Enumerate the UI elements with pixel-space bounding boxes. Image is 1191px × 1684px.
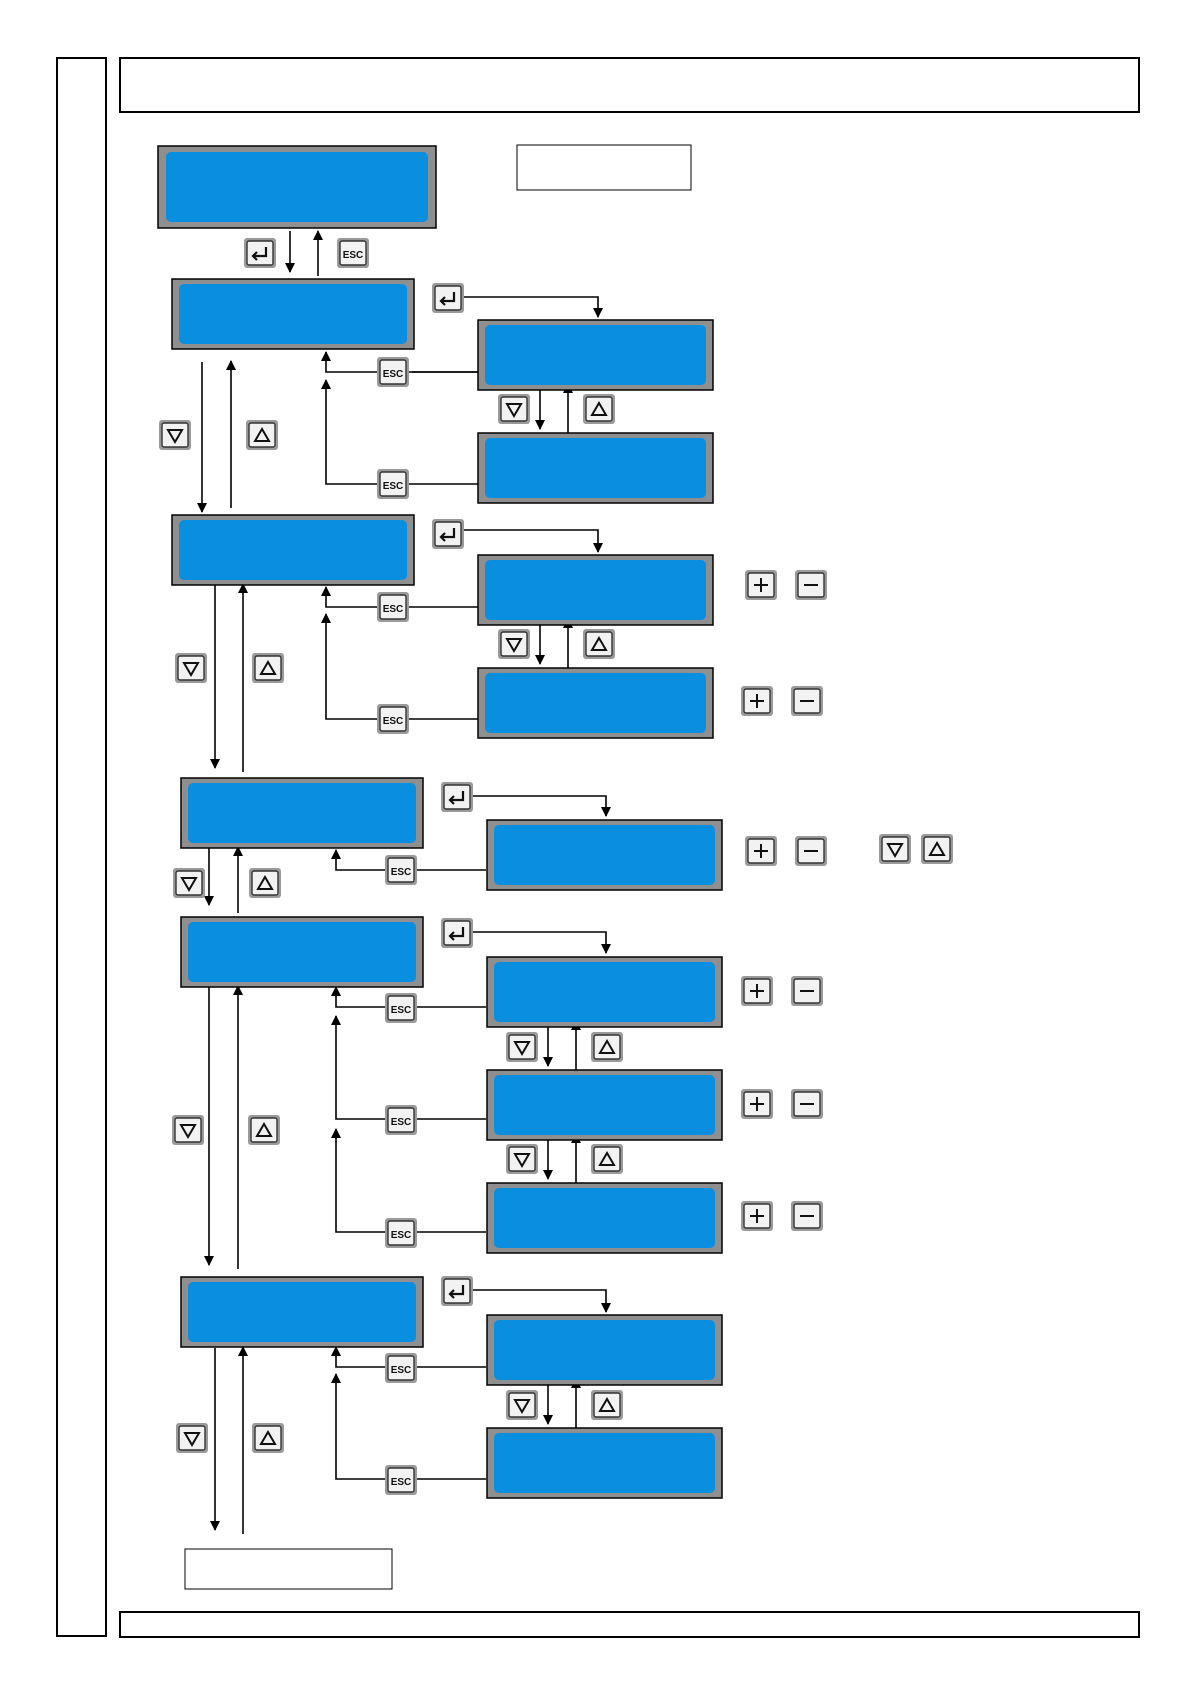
- down-key-icon: [498, 394, 530, 424]
- enter-key-icon: [441, 1276, 473, 1306]
- up-key-icon: [246, 420, 278, 450]
- minus-key-icon: [791, 976, 823, 1006]
- plus-key-icon: [741, 1201, 773, 1231]
- lcd-level5-sub1: [487, 1315, 722, 1385]
- plus-key-icon: [745, 570, 777, 600]
- down-key-icon: [159, 420, 191, 450]
- svg-text:ESC: ESC: [390, 1005, 412, 1016]
- lcd-level4-sub3: [487, 1183, 722, 1253]
- down-key-icon: [879, 834, 911, 864]
- lcd-level1-main: [172, 279, 414, 349]
- lcd-level4-main: [181, 917, 423, 987]
- lcd-level5-main: [181, 1277, 423, 1347]
- lcd-level1-sub2: [478, 433, 713, 503]
- esc-key-icon: [385, 993, 417, 1023]
- lcd-level5-sub2: [487, 1428, 722, 1498]
- svg-text:ESC: ESC: [390, 867, 412, 878]
- up-key-icon: [583, 394, 615, 424]
- esc-key-icon: [377, 592, 409, 622]
- minus-key-icon: [791, 1089, 823, 1119]
- lcd-level4-sub1: [487, 957, 722, 1027]
- enter-key-icon: [432, 519, 464, 549]
- left-margin-bar: [57, 58, 106, 1636]
- lcd-level2-sub2: [478, 668, 713, 738]
- esc-key-icon: [377, 357, 409, 387]
- lcd-level1-sub1: [478, 320, 713, 390]
- enter-key-icon: [441, 918, 473, 948]
- header-box: [120, 58, 1139, 112]
- up-key-icon: [248, 1115, 280, 1145]
- esc-key-icon: [385, 1218, 417, 1248]
- down-key-icon: [173, 868, 205, 898]
- lcd-displays: [158, 146, 722, 1498]
- down-key-icon: [506, 1390, 538, 1420]
- up-key-icon: [583, 629, 615, 659]
- svg-text:ESC: ESC: [382, 481, 404, 492]
- lcd-level3-sub1: [487, 820, 722, 890]
- svg-text:ESC: ESC: [382, 604, 404, 615]
- bottom-label-box: [185, 1549, 392, 1589]
- down-key-icon: [175, 653, 207, 683]
- esc-key-icon: [377, 469, 409, 499]
- up-key-icon: [591, 1390, 623, 1420]
- svg-text:ESC: ESC: [390, 1365, 412, 1376]
- esc-key-icon: [385, 1353, 417, 1383]
- lcd-level3-main: [181, 778, 423, 848]
- enter-key-icon: [441, 782, 473, 812]
- esc-key-icon: [385, 855, 417, 885]
- up-key-icon: [591, 1032, 623, 1062]
- esc-key-icon: [337, 238, 369, 268]
- svg-text:ESC: ESC: [390, 1117, 412, 1128]
- minus-key-icon: [795, 836, 827, 866]
- down-key-icon: [506, 1144, 538, 1174]
- up-key-icon: [249, 868, 281, 898]
- svg-text:ESC: ESC: [390, 1230, 412, 1241]
- plus-key-icon: [741, 1089, 773, 1119]
- lcd-home: [158, 146, 436, 228]
- svg-text:ESC: ESC: [382, 369, 404, 380]
- esc-key-icon: [385, 1105, 417, 1135]
- enter-key-icon: [244, 238, 276, 268]
- minus-key-icon: [795, 570, 827, 600]
- svg-text:ESC: ESC: [390, 1477, 412, 1488]
- esc-key-icon: [377, 704, 409, 734]
- footer-box: [120, 1612, 1139, 1637]
- down-key-icon: [506, 1032, 538, 1062]
- up-key-icon: [591, 1144, 623, 1174]
- lcd-level2-main: [172, 515, 414, 585]
- down-key-icon: [172, 1115, 204, 1145]
- up-key-icon: [921, 834, 953, 864]
- plus-key-icon: [741, 976, 773, 1006]
- svg-text:ESC: ESC: [342, 250, 364, 261]
- lcd-level2-sub1: [478, 555, 713, 625]
- up-key-icon: [252, 653, 284, 683]
- lcd-level4-sub2: [487, 1070, 722, 1140]
- top-label-box: [517, 145, 691, 190]
- svg-text:ESC: ESC: [382, 716, 404, 727]
- down-key-icon: [498, 629, 530, 659]
- esc-key-icon: [385, 1465, 417, 1495]
- minus-key-icon: [791, 686, 823, 716]
- plus-key-icon: [741, 686, 773, 716]
- down-key-icon: [176, 1423, 208, 1453]
- up-key-icon: [252, 1423, 284, 1453]
- enter-key-icon: [432, 283, 464, 313]
- minus-key-icon: [791, 1201, 823, 1231]
- plus-key-icon: [745, 836, 777, 866]
